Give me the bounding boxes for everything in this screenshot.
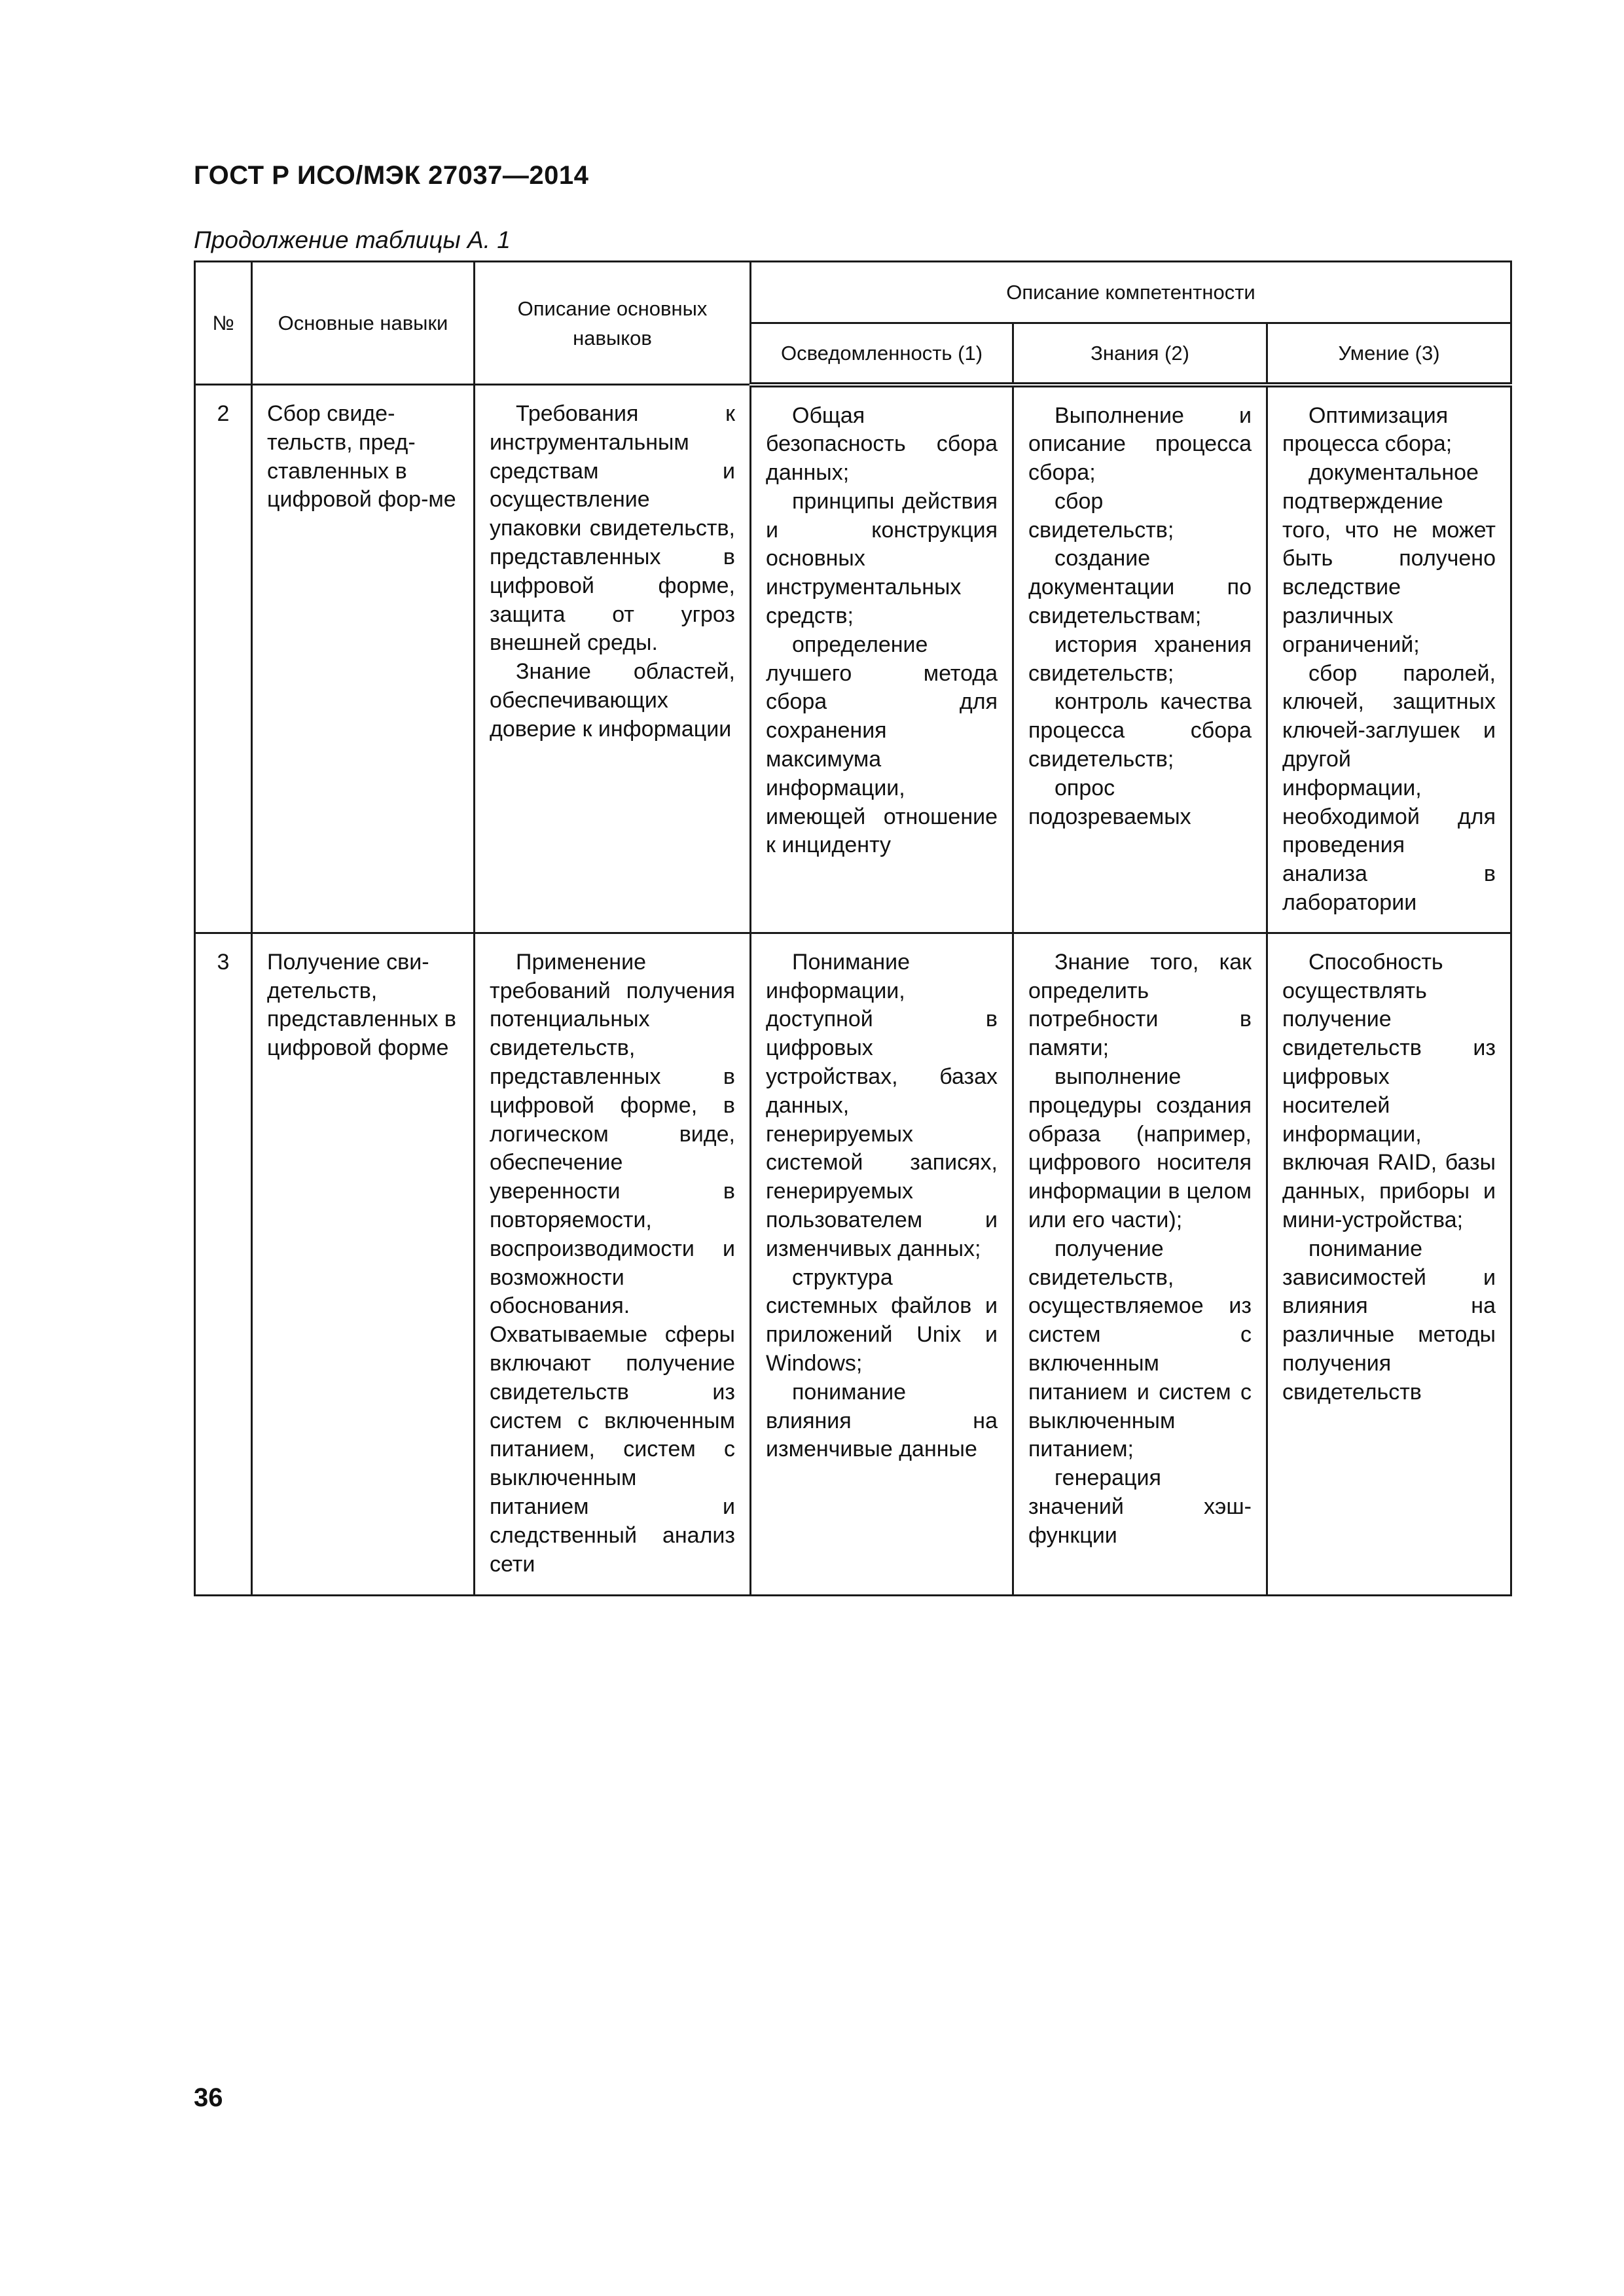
page-number: 36 xyxy=(194,2083,223,2112)
header-awareness: Осведомленность (1) xyxy=(751,323,1013,385)
header-skills-description: Описание основных навыков xyxy=(475,262,751,385)
header-knowledge: Знания (2) xyxy=(1013,323,1267,385)
paragraph: генерация значений хэш-функции xyxy=(1028,1465,1252,1548)
paragraph: выполнение процедуры создания образа (например, цифрового носителя информации в целом или его части); xyxy=(1028,1064,1252,1233)
ability-cell xyxy=(1267,933,1511,1595)
knowledge-cell xyxy=(1013,385,1267,933)
paragraph: создание документации по свидетельствам; xyxy=(1028,546,1252,629)
paragraph: Понимание информации, доступной в цифровых устройствах, базах данных, генерируемых системой записях, генерируемых пользователем и изменчивых данных; xyxy=(766,949,998,1261)
paragraph: принципы действия и конструкция основных инструментальных средств; xyxy=(766,488,998,629)
knowledge-cell xyxy=(1013,933,1267,1595)
document-title: ГОСТ Р ИСО/МЭК 27037—2014 xyxy=(194,161,589,190)
row-num: 2 xyxy=(195,385,252,933)
paragraph: сбор свидетельств; xyxy=(1028,488,1174,543)
paragraph: сбор паролей, ключей, защитных ключей-заглушек и другой информации, необходимой для проведения анализа в лаборатории xyxy=(1282,660,1496,916)
competence-table xyxy=(194,260,1512,1596)
paragraph: Выполнение и описание процесса сбора; xyxy=(1028,403,1252,486)
paragraph: определение лучшего метода сбора для сохранения максимума информации, имеющей отношение к инциденту xyxy=(766,632,998,858)
header-ability: Умение (3) xyxy=(1267,323,1511,385)
paragraph: Знание того, как определить потребности в памяти; xyxy=(1028,949,1252,1061)
header-num: № xyxy=(195,262,252,385)
paragraph: история хранения свидетельств; xyxy=(1028,632,1252,686)
row-num: 3 xyxy=(195,933,252,1595)
paragraph: получение свидетельств, осуществляемое из систем с включенным питанием и систем с выключенным питанием; xyxy=(1028,1236,1252,1462)
paragraph: Оптимизация процесса сбора; xyxy=(1282,403,1453,457)
paragraph: Общая безопасность сбора данных; xyxy=(766,403,998,486)
paragraph: Требования к инструментальным средствам и осуществление упаковки свидетельств, представленных в цифровой форме, защита от угроз внешней среды. xyxy=(490,401,735,656)
paragraph: понимание влияния на изменчивые данные xyxy=(766,1379,998,1462)
awareness-cell xyxy=(751,385,1013,933)
paragraph: контроль качества процесса сбора свидетельств; xyxy=(1028,689,1252,772)
table-row xyxy=(195,933,1511,1595)
paragraph: структура системных файлов и приложений Unix и Windows; xyxy=(766,1265,998,1376)
table-caption: Продолжение таблицы А. 1 xyxy=(194,226,511,253)
awareness-cell xyxy=(751,933,1013,1595)
paragraph: Применение требований получения потенциальных свидетельств, представленных в цифровой форме, в логическом виде, обеспечение уверенности в повторяемости, воспроизводимости и возможности обоснования. Охватываемые сферы включают получение свидетельств из систем с включенным питанием, систем с выключенным питанием и следственный анализ сети xyxy=(490,949,735,1577)
paragraph: Знание областей, обеспечивающих доверие к информации xyxy=(490,659,735,742)
skill-description xyxy=(475,933,751,1595)
paragraph: опрос подозреваемых xyxy=(1028,775,1191,829)
skill-description xyxy=(475,385,751,933)
skill-name: Получение сви-детельств, представленных в цифровой форме xyxy=(252,933,475,1595)
paragraph: понимание зависимостей и влияния на различные методы получения свидетельств xyxy=(1282,1236,1496,1405)
table-row xyxy=(195,385,1511,933)
header-skills: Основные навыки xyxy=(252,262,475,385)
skill-name: Сбор свиде-тельств, пред-ставленных в цифровой фор-ме xyxy=(252,385,475,933)
header-competence-description: Описание компетентности xyxy=(751,262,1511,323)
paragraph: Способность осуществлять получение свидетельств из цифровых носителей информации, включая RAID, базы данных, приборы и мини-устройства; xyxy=(1282,949,1496,1233)
paragraph: документальное подтверждение того, что не может быть получено вследствие различных ограничений; xyxy=(1282,460,1496,657)
ability-cell xyxy=(1267,385,1511,933)
